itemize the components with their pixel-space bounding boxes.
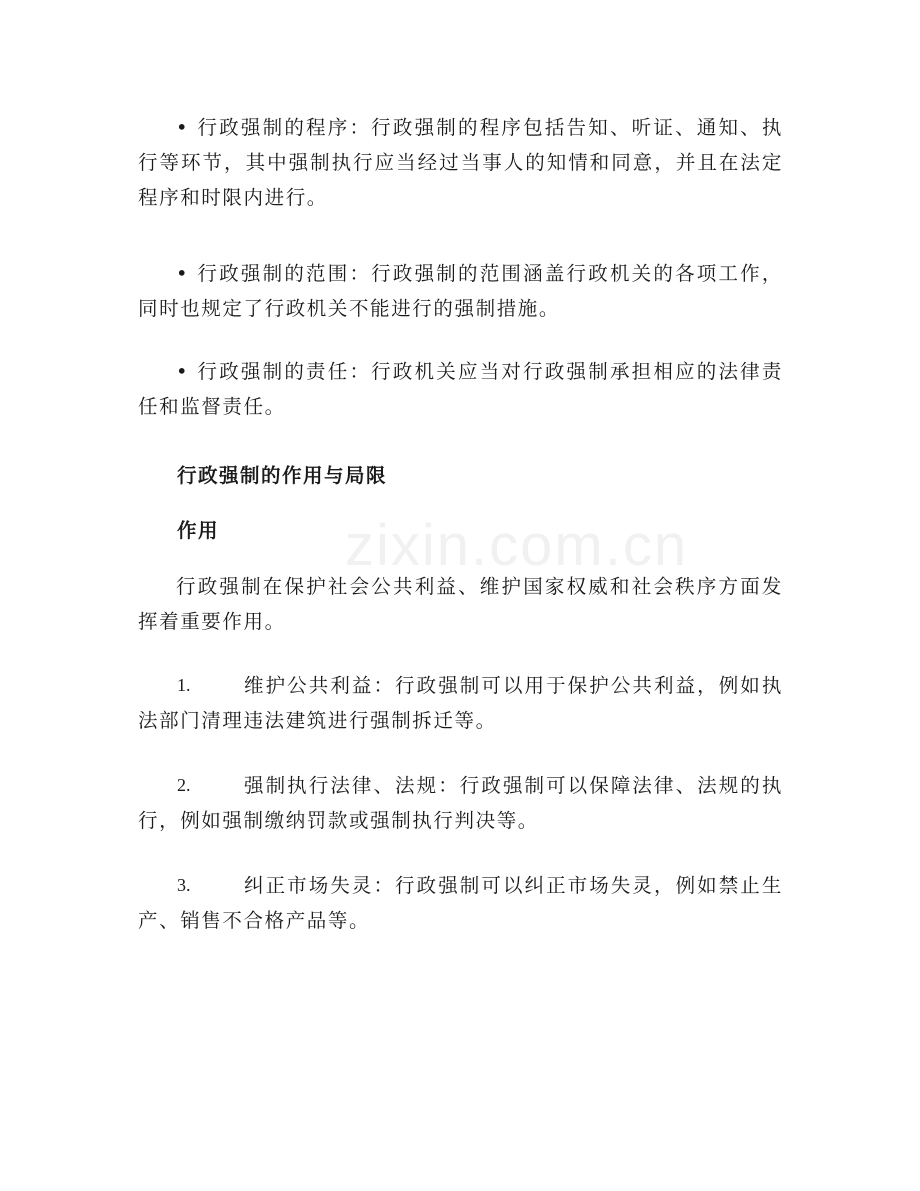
list-item-number: 3.	[177, 875, 191, 895]
bullet-responsibility: • 行政强制的责任：行政机关应当对行政强制承担相应的法律责任和监督责任。	[138, 360, 783, 418]
list-item: 纠正市场失灵：行政强制可以纠正市场失灵，例如禁止生产、销售不合格产品等。	[138, 874, 783, 932]
list-item: 强制执行法律、法规：行政强制可以保障法律、法规的执行，例如强制缴纳罚款或强制执行判决等。	[138, 774, 783, 832]
section-heading: 行政强制的作用与局限	[177, 464, 388, 487]
subsection-heading: 作用	[177, 519, 220, 542]
list-item-number: 2.	[177, 775, 191, 795]
bullet-scope: • 行政强制的范围：行政强制的范围涵盖行政机关的各项工作，同时也规定了行政机关不能进行的强制措施。	[138, 262, 783, 320]
list-item: 维护公共利益：行政强制可以用于保护公共利益，例如执法部门清理违法建筑进行强制拆迁等。	[138, 674, 783, 732]
intro-paragraph: 行政强制在保护社会公共利益、维护国家权威和社会秩序方面发挥着重要作用。	[138, 575, 783, 633]
watermark: zixin.com.cn	[345, 513, 689, 578]
bullet-procedure: • 行政强制的程序：行政强制的程序包括告知、听证、通知、执行等环节，其中强制执行应当经过当事人的知情和同意，并且在法定程序和时限内进行。	[138, 116, 783, 209]
list-item-number: 1.	[177, 675, 191, 695]
